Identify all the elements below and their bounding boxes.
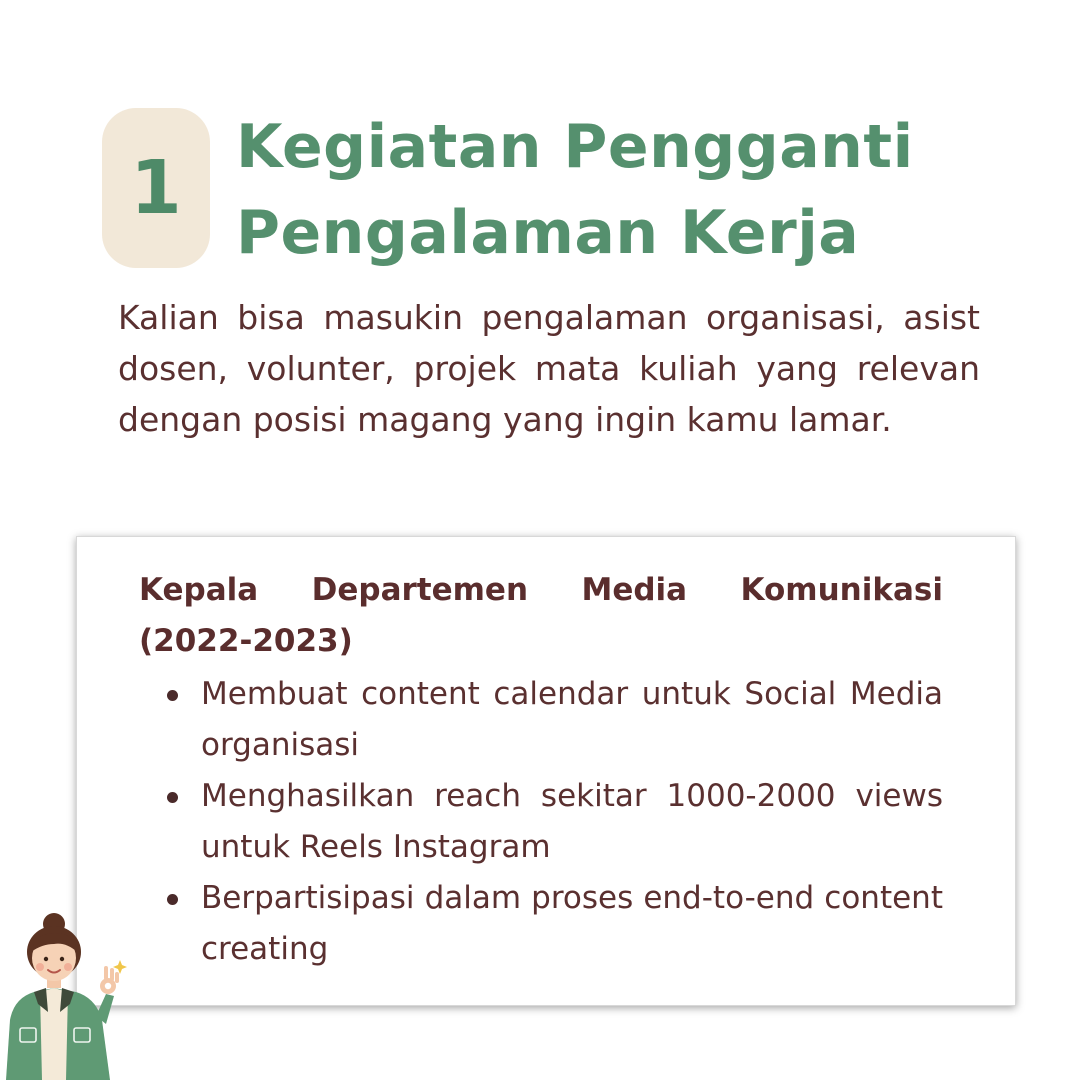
bullet-icon [167,894,178,905]
list-item [201,771,943,873]
number-label: 1 [130,145,182,231]
card-title-line-1: Kepala Departemen Media Komunikasi [139,572,943,608]
bullet-icon [167,690,178,701]
bullet-icon [167,792,178,803]
list-item-text: Berpartisipasi dalam proses end-to-end content creating [201,880,943,967]
title-line-2: Pengalaman Kerja [236,198,860,268]
list-item-text: Menghasilkan reach sekitar 1000-2000 views untuk Reels Instagram [201,778,943,865]
experience-card [76,536,1016,1006]
intro-paragraph: Kalian bisa masukin pengalaman organisasi, asist dosen, volunter, projek mata kuliah yang relevan dengan posisi magang yang ingin kamu lamar. [118,298,980,439]
title-line-1: Kegiatan Pengganti [236,112,914,182]
card-title [139,565,943,667]
number-badge [102,108,210,268]
woman-ok-gesture-icon [0,908,130,1080]
list-item [201,873,943,975]
achievement-list [201,669,943,975]
list-item-text: Membuat content calendar untuk Social Media organisasi [201,676,943,763]
list-item [201,669,943,771]
page-title [236,104,914,276]
card-title-line-2: (2022-2023) [139,623,353,659]
